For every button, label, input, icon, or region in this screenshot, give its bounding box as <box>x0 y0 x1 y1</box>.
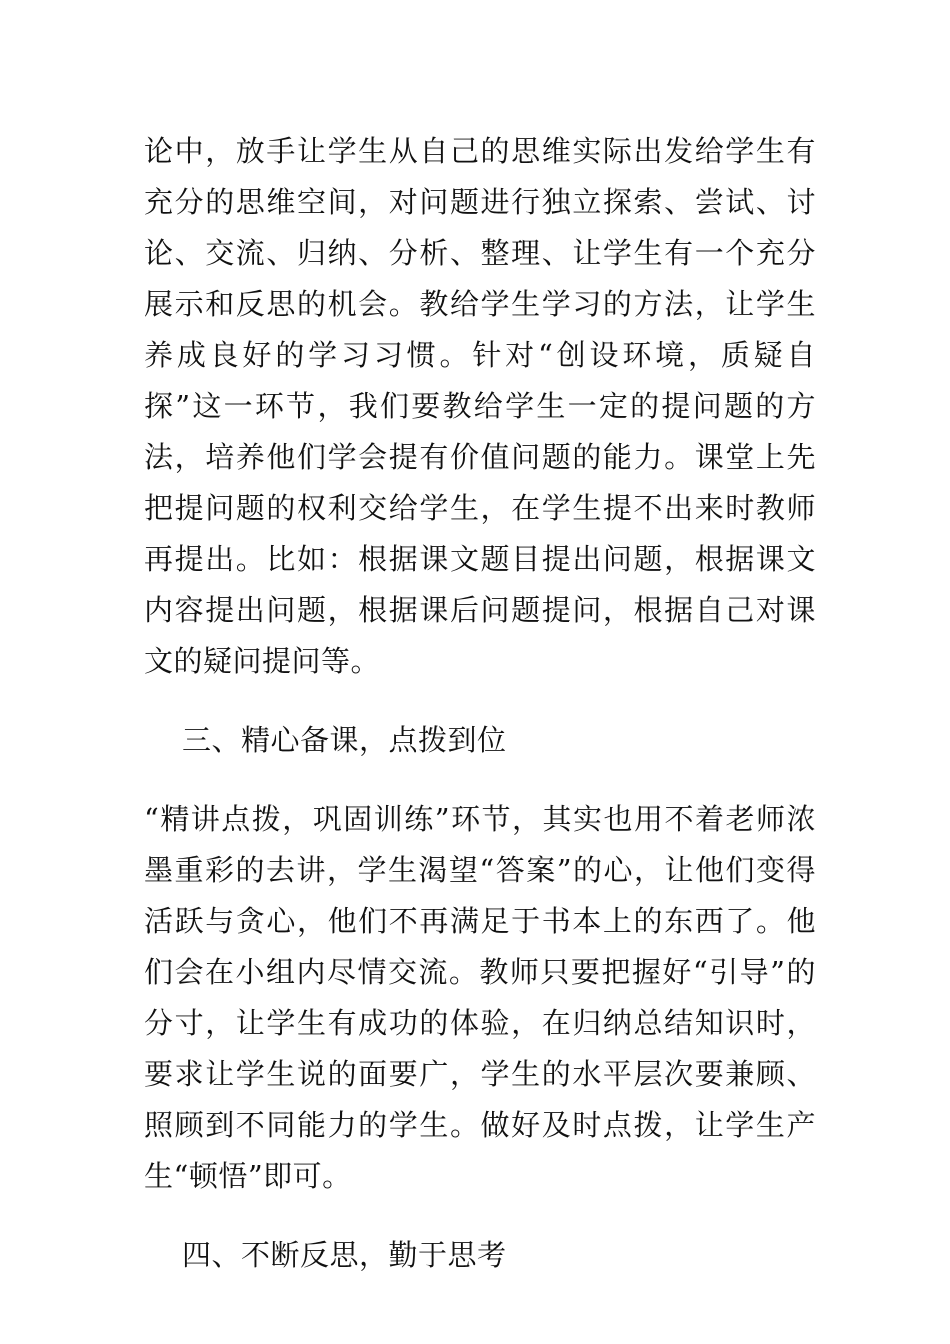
section-heading: 四、不断反思，勤于思考 <box>182 1238 507 1272</box>
body-paragraph: “精讲点拨，巩固训练”环节，其实也用不着老师浓墨重彩的去讲，学生渴望“答案”的心，让他们变得活跃与贪心，他们不再满足于书本上的东西了。他们会在小组内尽情交流。教师只要把握好“引导”的分寸，让学生有成功的体验，在归纳总结知识时，要求让学生说的面要广，学生的水平层次要兼顾、照顾到不同能力的学生。做好及时点拨，让学生产生“顿悟”即可。 <box>144 802 816 1193</box>
section-heading: 三、精心备课，点拨到位 <box>182 723 507 757</box>
body-paragraph: 论中，放手让学生从自己的思维实际出发给学生有充分的思维空间，对问题进行独立探索、尝试、讨论、交流、归纳、分析、整理、让学生有一个充分展示和反思的机会。教给学生学习的方法，让学生养成良好的学习习惯。针对“创设环境，质疑自探”这一环节，我们要教给学生一定的提问题的方法，培养他们学会提有价值问题的能力。课堂上先把提问题的权利交给学生，在学生提不出来时教师再提出。比如：根据课文题目提出问题，根据课文内容提出问题，根据课后问题提问，根据自己对课文的疑问提问等。 <box>144 134 816 678</box>
document-body <box>144 126 816 1281</box>
